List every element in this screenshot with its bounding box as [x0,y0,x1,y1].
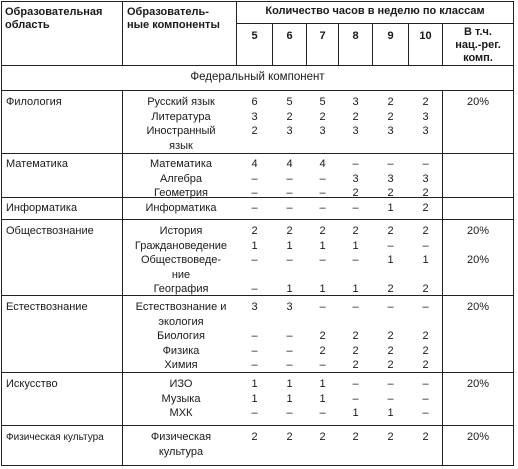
hours-cell [373,430,408,459]
component-list [127,95,235,153]
header-note-label: В т.ч. нац.-рег. комп. [455,26,501,64]
hours-value: 3 [352,96,359,108]
hours-value: 3 [319,125,326,137]
hours-value [273,445,306,460]
hours-value [237,315,272,330]
component-name: Физика [162,344,200,357]
hours-value: 2 [352,225,359,237]
regional-share-value: 20% [466,301,490,313]
hours-value: 2 [387,225,394,237]
hours-value: – [422,158,429,170]
hours-cell [339,300,372,373]
hours-cell [273,95,306,153]
hours-value: – [352,158,359,170]
hours-value [409,445,442,460]
hours-value: – [387,158,394,170]
hours-value: 3 [286,125,293,137]
hours-cell [307,157,338,201]
component-name: экология [158,315,204,328]
hours-cell [307,95,338,153]
hours-value: – [319,187,326,199]
hours-value: 1 [352,407,359,419]
hours-value [237,445,272,460]
hours-value: 2 [422,344,429,357]
hours-value: 2 [422,96,429,108]
hours-value: 2 [387,359,394,371]
hours-value: 2 [352,344,359,357]
hours-value [273,139,306,154]
hours-cell [307,300,338,373]
hours-cell [373,300,408,373]
regional-share-cell [443,377,513,421]
hours-value: 3 [387,172,394,185]
hours-value: – [251,330,258,342]
federal-component-row: Федеральный компонент [190,71,325,83]
hours-value: 3 [422,125,429,137]
hours-value: 2 [352,110,359,123]
hours-value: 2 [422,359,429,371]
hours-value [373,268,408,283]
regional-share-cell [443,430,513,459]
hours-value: – [422,301,429,313]
hours-cell [339,430,372,459]
regional-share-value [443,172,513,187]
regional-share-value [443,445,513,460]
hours-value: 3 [251,110,258,123]
hours-value: 2 [352,187,359,199]
hours-cell [237,224,272,297]
hours-value: – [251,202,258,214]
hours-value: – [286,330,293,342]
regional-share-value [443,139,513,154]
regional-share-value [443,358,513,373]
hours-value: 2 [387,283,394,295]
hours-value [339,445,372,460]
hours-value: 2 [319,110,326,123]
hours-value: 1 [286,378,293,390]
component-list [127,377,235,421]
hours-value: 3 [251,301,258,313]
area-name: Филология [6,96,62,108]
hours-value: – [251,344,258,357]
hours-value: 1 [286,392,293,405]
component-name: Обществоведе- [140,254,222,266]
regional-share-value [443,201,513,216]
hours-cell [307,377,338,421]
hours-cell [237,201,272,216]
hours-cell [409,201,442,216]
hours-value: 2 [422,283,429,295]
hours-cell [373,377,408,421]
hours-cell [339,201,372,216]
hours-value: 2 [422,330,429,342]
regional-share-value [443,124,513,139]
hours-value: 2 [422,202,429,214]
hours-value: 2 [387,344,394,357]
hours-cell [339,377,372,421]
hours-value: 1 [319,239,326,252]
hours-value [237,139,272,154]
hours-value: 2 [387,431,394,443]
regional-share-value [443,157,513,172]
hours-value [273,268,306,283]
hours-value: – [352,301,359,313]
area-name: Обществознание [6,225,94,237]
regional-share-value [443,282,513,297]
hours-value: 2 [319,330,326,342]
hours-value: 1 [352,283,359,295]
component-name: Физическая [150,431,212,443]
hours-cell [339,224,372,297]
hours-value: – [319,202,326,214]
hours-value [307,445,338,460]
hours-value: 2 [352,330,359,342]
component-name: Алгебра [159,172,203,185]
hours-cell [237,300,272,373]
hours-value: 3 [352,172,359,185]
component-name: География [153,283,209,295]
hours-cell [307,224,338,297]
regional-share-cell [443,300,513,373]
hours-value: – [286,202,293,214]
hours-value: 5 [319,96,326,108]
hours-value: 5 [286,96,293,108]
component-name: Литература [151,110,211,123]
component-list [127,201,235,216]
hours-value: 1 [286,283,293,295]
component-name: язык [169,139,193,152]
regional-share-cell [443,224,513,297]
hours-value: 1 [422,254,429,266]
hours-cell [409,377,442,421]
hours-cell [373,201,408,216]
regional-share-cell [443,201,513,216]
hours-value: – [286,344,293,357]
hours-value [373,315,408,330]
hours-value: 2 [387,187,394,199]
hours-cell [307,201,338,216]
hours-value: – [251,187,258,199]
hours-value: – [422,239,429,252]
hours-value [339,315,372,330]
hours-value: 3 [387,125,394,137]
hours-value: – [387,378,394,390]
grade-header: 5 [251,30,258,42]
hours-value: 1 [319,392,326,405]
hours-value [339,139,372,154]
hours-value: – [422,407,429,419]
component-name: Биология [156,330,205,342]
hours-value: 2 [319,225,326,237]
hours-value: – [251,283,258,295]
hours-value: 2 [319,431,326,443]
grade-header: 6 [286,30,293,42]
hours-value: 4 [319,158,326,170]
hours-value: – [387,301,394,313]
hours-value: – [422,392,429,405]
hours-cell [273,157,306,201]
component-name: Музыка [161,392,201,405]
area-name: Информатика [6,202,78,214]
hours-cell [409,95,442,153]
hours-value: 2 [387,96,394,108]
hours-value: – [422,378,429,390]
component-name: МХК [169,407,193,419]
hours-value: – [286,359,293,371]
component-name: ние [171,268,191,281]
regional-share-value: 20% [466,96,490,108]
area-name: Физическая культура [6,432,104,443]
hours-value: 4 [251,158,258,170]
hours-cell [373,157,408,201]
hours-value [409,268,442,283]
hours-value: – [251,172,258,185]
hours-value [373,445,408,460]
hours-cell [409,157,442,201]
hours-value: 1 [319,378,326,390]
hours-value: – [352,254,359,266]
component-name: культура [158,445,204,458]
component-name: Граждановедение [134,239,228,252]
hours-value: 2 [286,225,293,237]
hours-cell [237,157,272,201]
hours-value: 2 [319,344,326,357]
regional-share-value [443,186,513,201]
hours-cell [273,430,306,459]
regional-share-value [443,329,513,344]
component-name: Химия [164,359,198,371]
hours-value: – [319,254,326,266]
hours-value: – [319,407,326,419]
hours-value: 2 [387,110,394,123]
hours-value: 2 [387,330,394,342]
hours-value: 2 [352,359,359,371]
hours-value: – [251,254,258,266]
component-name: История [159,225,203,237]
regional-share-value [443,268,513,283]
hours-value: 2 [286,431,293,443]
component-name: Математика [150,158,212,170]
component-list [127,430,235,459]
regional-share-cell [443,95,513,153]
area-name: Искусство [6,378,58,390]
component-list [127,157,235,201]
hours-value: 2 [251,125,258,137]
hours-value: 2 [251,225,258,237]
hours-value: 2 [352,431,359,443]
hours-cell [373,224,408,297]
hours-cell [409,430,442,459]
hours-value [273,315,306,330]
hours-value: – [387,392,394,405]
hours-value: – [286,254,293,266]
hours-value: 6 [251,96,258,108]
hours-value: – [251,407,258,419]
header-components-label: Образователь- ные компоненты [127,6,220,31]
hours-value: – [286,407,293,419]
hours-value: – [352,202,359,214]
hours-value: – [286,172,293,185]
hours-value: – [352,392,359,405]
hours-value [307,139,338,154]
hours-cell [273,377,306,421]
area-name: Математика [6,158,68,170]
grade-header: 10 [419,30,432,42]
hours-value: 1 [251,378,258,390]
regional-share-value [443,110,513,125]
component-name: Геометрия [153,187,209,199]
hours-value: 1 [352,239,359,252]
hours-value: 2 [422,431,429,443]
hours-cell [237,430,272,459]
hours-value: 2 [422,187,429,199]
hours-value: 4 [286,158,293,170]
component-name: ИЗО [169,378,193,390]
hours-cell [273,300,306,373]
component-name: Иностранный [146,125,216,137]
regional-share-value [443,344,513,359]
hours-value: 1 [319,283,326,295]
hours-value: – [387,239,394,252]
hours-cell [409,300,442,373]
hours-value: 1 [251,392,258,405]
component-name: Естествознание и [135,301,227,313]
header-hours-label: Количество часов в неделю по классам [265,5,485,17]
hours-value [339,268,372,283]
hours-cell [237,377,272,421]
hours-value: 1 [387,407,394,419]
hours-value: 3 [286,301,293,313]
hours-value [409,315,442,330]
hours-value: – [319,172,326,185]
hours-value: 2 [422,225,429,237]
hours-cell [273,201,306,216]
regional-share-value [443,406,513,421]
hours-value [237,268,272,283]
regional-share-value: 20% [466,431,490,443]
hours-cell [237,95,272,153]
hours-value: – [352,378,359,390]
component-name: Русский язык [147,96,215,108]
hours-cell [373,95,408,153]
header-area-label: Образовательная область [5,6,103,31]
hours-cell [339,95,372,153]
hours-value: 1 [387,202,394,214]
grade-header: 9 [387,30,394,42]
hours-value: 2 [286,110,293,123]
hours-value [307,268,338,283]
component-list [127,300,235,373]
hours-value: 3 [352,125,359,137]
hours-value [373,139,408,154]
hours-value: 2 [251,431,258,443]
component-list [127,224,235,297]
grade-header: 8 [352,30,359,42]
hours-value: – [319,301,326,313]
grade-header: 7 [319,30,326,42]
component-name: Информатика [145,202,217,214]
regional-share-value [443,392,513,407]
hours-value [307,315,338,330]
area-name: Естествознание [6,301,88,313]
regional-share-cell [443,157,513,201]
regional-share-value: 20% [466,225,490,237]
hours-cell [409,224,442,297]
hours-value: – [251,359,258,371]
hours-cell [339,157,372,201]
regional-share-value [443,315,513,330]
hours-value: – [286,187,293,199]
hours-cell [273,224,306,297]
hours-value: 1 [286,239,293,252]
regional-share-value [443,239,513,254]
hours-value [409,139,442,154]
hours-value: 1 [387,254,394,266]
hours-cell [307,430,338,459]
hours-value: 3 [422,110,429,123]
hours-value: 3 [422,172,429,185]
hours-value: – [319,359,326,371]
regional-share-value: 20% [466,254,490,266]
regional-share-value: 20% [466,378,490,390]
hours-value: 1 [251,239,258,252]
